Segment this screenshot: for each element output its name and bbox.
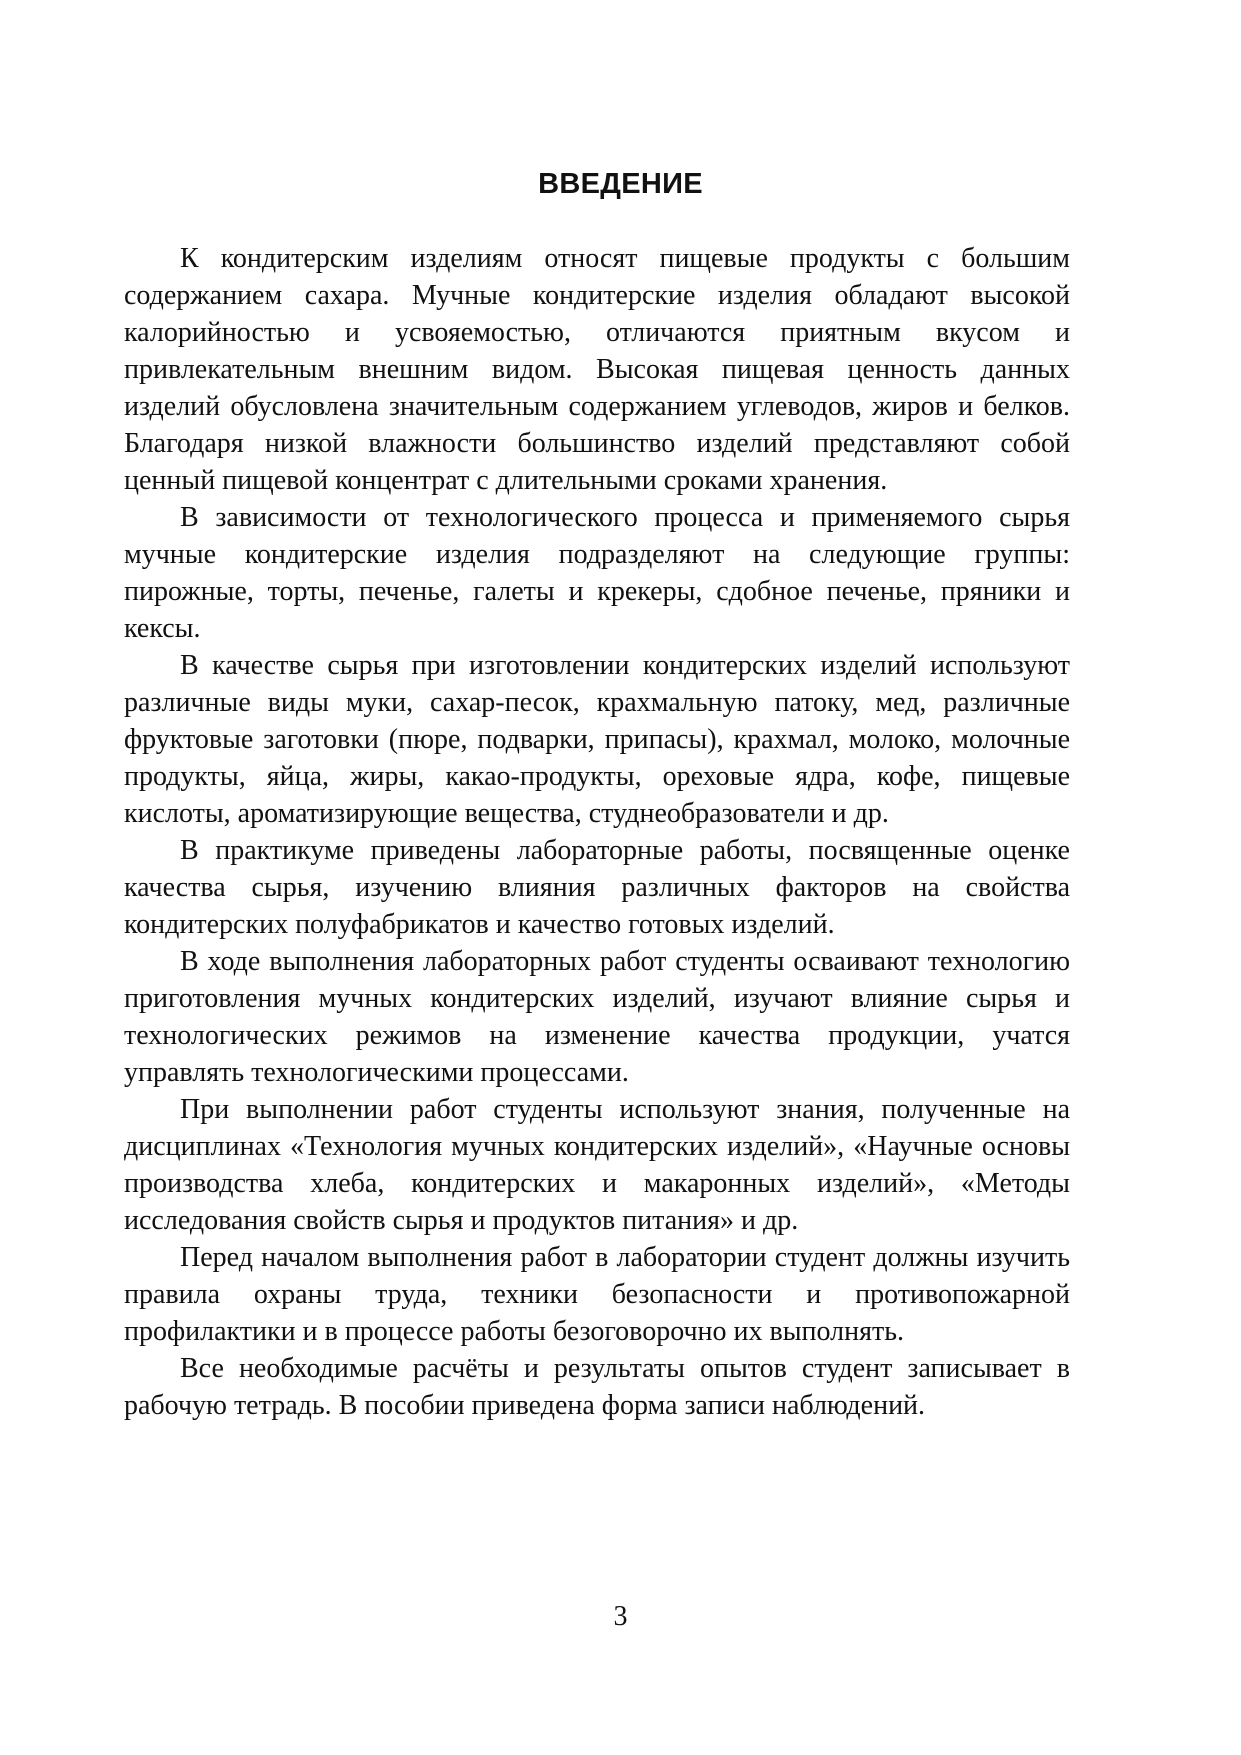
paragraph-raw-materials: В качестве сырья при изготовлении кондитерских изделий используют различные виды муки, сахар-песок, крахмальную патоку, мед, различные фруктовые заготовки (пюре, подварки, припасы), крахмал, молоко, молочные продукты, яйца, жиры, какао-продукты, ореховые ядра, кофе, пищевые кислоты, ароматизирующие вещества, студнеобразователи и др.: [124, 650, 1070, 829]
paragraph-practicum: В практикуме приведены лабораторные работы, посвященные оценке качества сырья, изучению влияния различных факторов на свойства кондитерских полуфабрикатов и качество готовых изделий.: [124, 835, 1070, 940]
page-title: ВВЕДЕНИЕ: [538, 168, 703, 200]
paragraph-disciplines: При выполнении работ студенты используют знания, полученные на дисциплинах «Технология мучных кондитерских изделий», «Научные основы производства хлеба, кондитерских и макаронных изделий», «Методы исследования свойств сырья и продуктов питания» и др.: [124, 1094, 1070, 1236]
page-number: 3: [613, 1601, 628, 1632]
paragraph-intro: К кондитерским изделиям относят пищевые продукты с большим содержанием сахара. Мучные кондитерские изделия обладают высокой калорийностью и усвояемостью, отличаются приятным вкусом и привлекательным внешним видом. Высокая пищевая ценность данных изделий обусловлена значительным содержанием углеводов, жиров и белков. Благодаря низкой влажности большинство изделий представляют собой ценный пищевой концентрат с длительными сроками хранения.: [124, 243, 1070, 496]
paragraph-notebook: Все необходимые расчёты и результаты опытов студент записывает в рабочую тетрадь. В пособии приведена форма записи наблюдений.: [124, 1353, 1070, 1421]
body-text: [124, 240, 1070, 1424]
paragraph-lab-work: В ходе выполнения лабораторных работ студенты осваивают технологию приготовления мучных кондитерских изделий, изучают влияние сырья и технологических режимов на изменение качества продукции, учатся управлять технологическими процессами.: [124, 946, 1070, 1088]
paragraph-groups: В зависимости от технологического процесса и применяемого сырья мучные кондитерские изделия подразделяют на следующие группы: пирожные, торты, печенье, галеты и крекеры, сдобное печенье, пряники и кексы.: [124, 502, 1070, 644]
paragraph-safety: Перед началом выполнения работ в лаборатории студент должны изучить правила охраны труда, техники безопасности и противопожарной профилактики и в процессе работы безоговорочно их выполнять.: [124, 1242, 1070, 1347]
